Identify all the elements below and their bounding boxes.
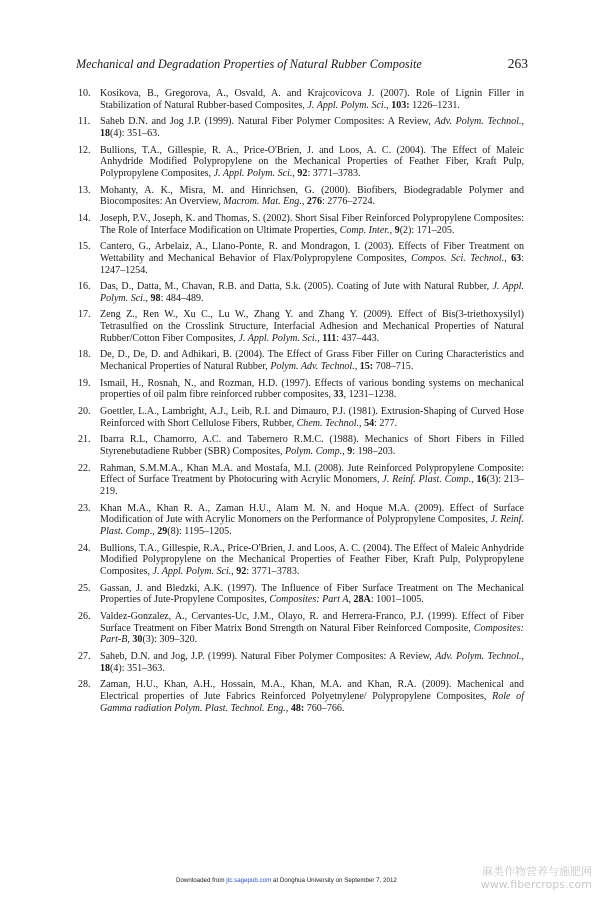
reference-list	[78, 88, 524, 719]
reference-number: 14.	[78, 212, 91, 224]
citation-text: ,	[471, 474, 477, 486]
citation-text: Cantero, G., Arbelaiz, A., Llano-Ponte, R. and Mondragon, I. (2003). Effects of Fiber Treatment on Wettability and Mechanical Behavior of Flax/Polypropylene Composites,	[100, 241, 524, 264]
watermark-url: www.fibercrops.com	[480, 878, 592, 891]
reference-item	[78, 679, 524, 714]
citation-text: 1226–1231.	[409, 99, 460, 111]
reference-item	[78, 378, 524, 401]
journal-title: Composites: Part-B	[100, 622, 524, 646]
citation-text: Saheb, D.N. and Jog, J.P. (1999). Natural Fiber Polymer Composites: A Review,	[100, 650, 436, 662]
volume-number: 28A	[353, 594, 371, 606]
reference-number: 16.	[78, 281, 91, 293]
volume-number: 92	[297, 168, 308, 179]
citation-text: ,	[145, 292, 151, 304]
download-footer	[176, 877, 397, 884]
citation-text: (4): 351–363.	[110, 662, 165, 674]
reference-number: 12.	[78, 144, 91, 156]
citation-text: Gassan, J. and Bledzki, A.K. (1997). The Influence of Fiber Surface Treatment on The Mechanical Properties of Jute-Propylene Composites,	[100, 582, 524, 606]
citation-text: Saheb D.N. and Jog J.P. (1999). Natural Fiber Polymer Composites: A Review,	[100, 116, 435, 128]
citation-text: ,	[359, 417, 365, 429]
reference-number: 23.	[78, 502, 91, 514]
citation-text: ,	[504, 252, 512, 264]
citation-text: Bullions, T.A., Gillespie, R.A., Price-O'Brien, J. and Loos, A. C. (2004). The Effect of Maleic Anhydride Modified Polypropylene on the Mechanical Properties of Feather Fiber, Kraft Pulp, Polypropylene Composites,	[100, 542, 524, 578]
citation-text: : 198–203.	[352, 446, 396, 458]
volume-number: 18	[100, 128, 111, 139]
citation-text: Bullions, T.A., Gillespie, R. A., Price-O'Brien, J. and Loos, A. C. (2004). The Effect of Maleic Anhydride Modified Polypropylene on the Mechanical Properties of Feather Fiber, Kraft Pulp, Polypropylene Composites,	[100, 144, 524, 179]
citation-text: (2): 171–205.	[399, 224, 455, 236]
citation-text: Zeng Z., Ren W., Xu C., Lu W., Zhang Y. and Zhang Y. (2009). Effect of Bis(3-triethoxysilyl) Tetrasulfied on the Crosslink Structure, Interfacial Adhesion and Mechanical Properties of Natural Rubber/Cotton Fiber Composites,	[100, 309, 524, 344]
citation-text: ,	[127, 634, 133, 646]
journal-title: J. Appl. Polym. Sci	[307, 99, 384, 111]
citation-text: (4): 351–63.	[110, 128, 160, 139]
citation-text: Rahman, S.M.M.A., Khan M.A. and Mostafa, M.I. (2008). Jute Reinforced Polypropylene Composite: Effect of Surface Treatment by Photocuring with Acrylic Monomers,	[100, 462, 524, 486]
reference-item	[78, 406, 524, 429]
citation-text: ,	[301, 196, 307, 208]
citation-text: Ismail, H., Rosnah, N., and Rozman, H.D. (1997). Effects of various bonding systems on mechanical properties of oil palm fibre reinforced rubber composites,	[100, 377, 524, 401]
citation-text: ,	[231, 566, 237, 578]
volume-number: 111	[322, 332, 337, 344]
citation-text: : 437–443.	[336, 332, 380, 344]
citation-text: : 3771–3783.	[246, 566, 300, 578]
reference-number: 11.	[78, 116, 91, 128]
journal-title: Role of Gamma radiation Polym. Plast. Technol. Eng.	[100, 690, 524, 714]
citation-text: : 1001–1005.	[370, 594, 424, 606]
reference-number: 20.	[78, 406, 91, 418]
watermark-chinese-text: 麻类作物营养与施肥网	[482, 865, 592, 878]
citation-text: .,	[383, 99, 392, 111]
citation-text: Khan M.A., Khan R. A., Zaman H.U., Alam M. N. and Hoque M.A. (2009). Effect of Surface Modification of Jute with Acrylic Monomers on the Performance of Polypropylene Composites,	[100, 502, 524, 526]
watermark	[462, 865, 592, 891]
volume-number: 54	[364, 417, 375, 429]
reference-number: 18.	[78, 349, 91, 361]
reference-number: 10.	[78, 88, 91, 99]
journal-title: Adv. Polym. Technol.	[435, 650, 522, 662]
reference-item	[78, 213, 524, 236]
volume-number: 9	[347, 446, 353, 458]
volume-number: 15:	[359, 361, 374, 373]
volume-number: 9	[394, 224, 400, 236]
reference-number: 13.	[78, 184, 91, 196]
journal-title: Chem. Technol.	[296, 417, 360, 429]
volume-number: 63	[511, 252, 522, 264]
reference-item	[78, 185, 524, 208]
reference-number: 28.	[78, 679, 91, 691]
volume-number: 103:	[391, 99, 410, 111]
journal-title: Polym. Adv. Technol.	[270, 361, 355, 373]
reference-number: 24.	[78, 542, 91, 554]
reference-number: 19.	[78, 377, 91, 389]
citation-text: ,	[521, 650, 525, 662]
volume-number: 29	[157, 526, 168, 538]
citation-text: Das, D., Datta, M., Chavan, R.B. and Datta, S.k. (2005). Coating of Jute with Natural Rubber,	[100, 281, 493, 293]
volume-number: 18	[100, 662, 111, 674]
citation-text: : 1247–1254.	[100, 252, 524, 276]
citation-text: ,	[342, 446, 348, 458]
citation-text: ,	[389, 224, 395, 236]
volume-number: 276	[306, 196, 322, 208]
citation-text: : 3771–3783.	[307, 168, 361, 179]
citation-text: (3): 213–219.	[100, 474, 524, 498]
journal-title: Composites: Part A	[269, 594, 349, 606]
footer-link[interactable]: jtc.sagepub.com	[226, 877, 272, 884]
journal-title: J. Reinf. Plast. Comp	[100, 514, 524, 538]
citation-text: (3): 309–320.	[142, 634, 198, 646]
journal-title: J. Appl. Polym. Sci.	[152, 566, 232, 578]
citation-text: Joseph, P.V., Joseph, K. and Thomas, S. (2002). Short Sisal Fiber Reinforced Polypropylene Composites: The Role of Interface Modification on Ultimate Properties,	[100, 212, 524, 236]
citation-text: Ibarra R.L, Chamorro, A.C. and Tabernero R.M.C. (1988). Mechanics of Short Fibers in Filled Styrenebutadiene Rubber (SBR) Composites,	[100, 434, 524, 458]
citation-text: Goettler, L.A., Lambright, A.J., Leib, R.I. and Dimauro, P.J. (1981). Extrusion-Shaping of Curved Hose Reinforced with Short Cellulose Fibers, Rubber,	[100, 406, 524, 429]
volume-number: 92	[236, 566, 247, 578]
citation-text: De, D., De, D. and Adhikari, B. (2004). The Effect of Grass Fiber Filler on Curing Characteristics and Mechanical Properties of Natural Rubber,	[100, 349, 524, 373]
citation-text: , 1231–1238.	[343, 389, 397, 401]
citation-text: (8): 1195–1205.	[167, 526, 232, 538]
reference-item	[78, 145, 524, 180]
journal-title: J. Appl. Polym. Sci.	[100, 281, 524, 304]
citation-text: ,	[292, 168, 298, 179]
volume-number: 33	[333, 389, 344, 401]
journal-title: Macrom. Mat. Eng.	[223, 196, 302, 208]
reference-number: 26.	[78, 610, 91, 622]
reference-item	[78, 543, 524, 578]
journal-title: Compos. Sci. Technol.	[411, 252, 505, 264]
volume-number: 16	[476, 474, 487, 486]
reference-number: 25.	[78, 582, 91, 594]
volume-number: 30	[132, 634, 143, 646]
journal-title: J. Appl. Polym. Sci.	[238, 332, 318, 344]
citation-text: ,	[521, 116, 524, 128]
citation-text: : 277.	[374, 417, 397, 429]
reference-number: 15.	[78, 241, 91, 253]
reference-item	[78, 88, 524, 111]
journal-title: J. Reinf. Plast. Comp.	[382, 474, 472, 486]
citation-text: Kosikova, B., Gregorova, A., Osvald, A. and Krajcovicova J. (2007). Role of Lignin Filler in Stabilization of Natural Rubber-based Composites,	[100, 88, 524, 111]
citation-text: .,	[149, 526, 158, 538]
citation-text: ,	[317, 332, 323, 344]
journal-title: Comp. Inter.	[339, 224, 390, 236]
page-number: 263	[507, 56, 528, 71]
citation-text: 708–715.	[373, 361, 414, 373]
journal-title: Polym. Comp.	[285, 446, 343, 458]
journal-title: J. Appl. Polym. Sci.	[213, 168, 293, 179]
reference-item	[78, 281, 524, 304]
reference-item	[78, 116, 524, 139]
reference-number: 22.	[78, 462, 91, 474]
reference-number: 17.	[78, 309, 91, 321]
citation-text: : 2776–2724.	[321, 196, 375, 208]
citation-text: : 484–489.	[160, 292, 204, 304]
footer-suffix: at Donghua University on September 7, 2012	[271, 877, 397, 884]
volume-number: 48:	[290, 702, 305, 714]
reference-number: 27.	[78, 650, 91, 662]
citation-text: Mohanty, A. K., Misra, M. and Hinrichsen, G. (2000). Biofibers, Biodegradable Polymer and Biocomposites: An Overview,	[100, 184, 524, 208]
journal-title: Adv. Polym. Technol.	[434, 116, 522, 128]
citation-text: Valdez-Gonzalez, A., Cervantes-Uc, J.M., Olayo, R. and Herrera-Franco, P.J. (1999). Effect of Fiber Surface Treatment on Fiber Matrix Bond Strength on Natural Fiber Reinforced Composite,	[100, 610, 524, 634]
reference-item	[78, 611, 524, 646]
citation-text: 760–766.	[304, 702, 345, 714]
reference-item	[78, 463, 524, 498]
reference-item	[78, 309, 524, 344]
citation-text: ,	[354, 361, 360, 373]
citation-text: ,	[285, 702, 291, 714]
citation-text: Zaman, H.U., Khan, A.H., Hossain, M.A., Khan, M.A. and Khan, R.A. (2009). Machenical and Electrical properties of Jute Fabrics Reinforced Polyetnylene/ Polypropylene Composites,	[100, 679, 524, 702]
reference-number: 21.	[78, 434, 91, 446]
reference-item	[78, 651, 524, 674]
volume-number: 98	[150, 292, 161, 304]
running-title: Mechanical and Degradation Properties of Natural Rubber Composite	[76, 57, 422, 71]
reference-item	[78, 434, 524, 457]
running-header	[76, 57, 528, 75]
reference-item	[78, 241, 524, 276]
reference-item	[78, 583, 524, 606]
footer-prefix: Downloaded from	[176, 877, 227, 884]
reference-item	[78, 503, 524, 538]
citation-text: ,	[348, 594, 354, 606]
reference-item	[78, 349, 524, 372]
